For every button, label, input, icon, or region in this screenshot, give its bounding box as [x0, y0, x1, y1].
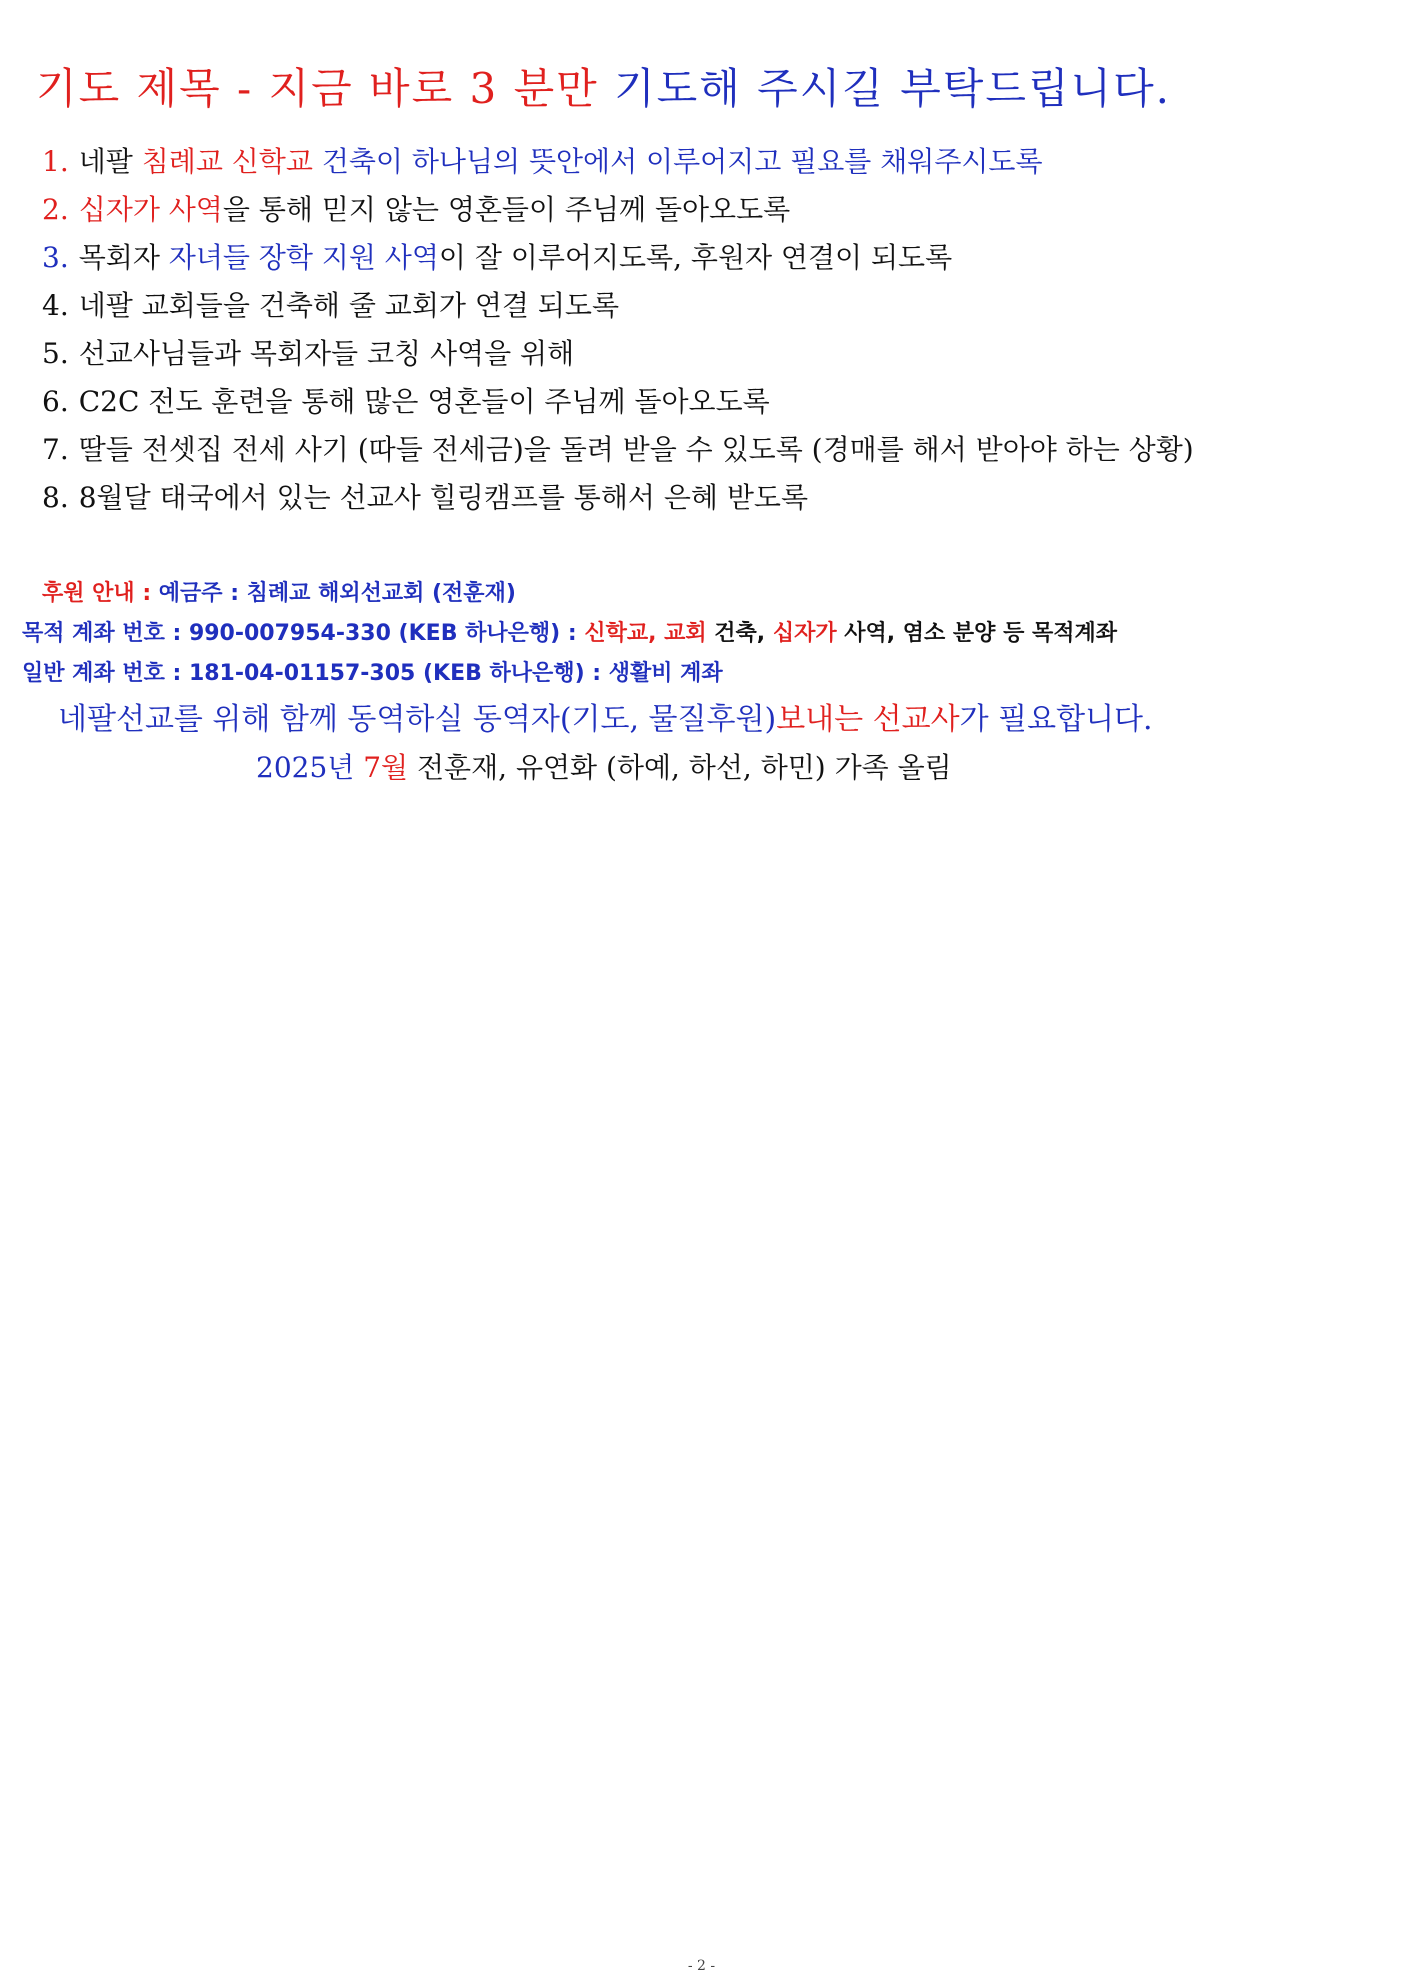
prayer-item-highlight: 침례교 신학교 [141, 145, 322, 178]
prayer-item [42, 330, 1382, 378]
prayer-item-number: 5. [42, 337, 69, 370]
purpose-item: 신학교 [584, 621, 649, 646]
prayer-item-text: 네팔 [78, 145, 142, 178]
prayer-item-highlight: 자녀들 장학 지원 사역 [168, 241, 439, 274]
appeal-text: 네팔선교를 위해 함께 동역하실 동역자(기도, 물질후원) [58, 702, 777, 737]
donation-label: 후원 안내 : [42, 581, 159, 606]
prayer-item-text: 목회자 [78, 241, 169, 274]
signature-month: 7월 [363, 751, 409, 784]
title-part-blue: 기도해 주시길 부탁드립니다. [614, 64, 1172, 113]
prayer-item-text: 딸들 전셋집 전세 사기 (따들 전세금)을 돌려 받을 수 있도록 (경매를 해서 받아야 하는 상황) [78, 433, 1194, 466]
purpose-item: 십자가 [772, 621, 837, 646]
prayer-item-text: 이 잘 이루어지도록, 후원자 연결이 되도록 [438, 241, 953, 274]
prayer-item-number: 4. [42, 289, 69, 322]
appeal-highlight: 보내는 선교사 [776, 702, 960, 737]
general-account-label: 일반 계좌 번호 : 181-04-01157-305 (KEB 하나은행) : 생활비 계좌 [22, 661, 723, 686]
account-holder: 예금주 : 침례교 해외선교회 (전훈재) [158, 581, 516, 606]
purpose-item: 교회 [664, 621, 707, 646]
prayer-item-number: 3. [42, 241, 69, 274]
donation-info [22, 574, 1382, 694]
purpose-separator: , [648, 621, 665, 646]
prayer-item-number: 1. [42, 145, 69, 178]
donation-title [22, 574, 1382, 614]
prayer-item [42, 138, 1382, 186]
purpose-text: 건축, [706, 621, 773, 646]
appeal-text: 가 필요합니다. [959, 702, 1153, 737]
prayer-item [42, 186, 1382, 234]
prayer-item-text: 을 통해 믿지 않는 영혼들이 주님께 돌아오도록 [222, 193, 791, 226]
prayer-item-number: 6. [42, 385, 69, 418]
signature-date: 2025년 [256, 751, 364, 784]
signature-names: 전훈재, 유연화 (하예, 하선, 하민) 가족 올림 [408, 751, 952, 784]
prayer-item [42, 378, 1382, 426]
purpose-account-label: 목적 계좌 번호 : 990-007954-330 (KEB 하나은행) : [22, 621, 585, 646]
signature [256, 744, 952, 792]
prayer-item-text: 네팔 교회들을 건축해 줄 교회가 연결 되도록 [78, 289, 619, 322]
page-title [36, 64, 1171, 114]
title-part-red: 기도 제목 - 지금 바로 3 분만 [36, 64, 615, 113]
general-account [22, 654, 1382, 694]
prayer-item [42, 282, 1382, 330]
prayer-item [42, 234, 1382, 282]
partner-appeal [58, 696, 1153, 744]
purpose-account [22, 614, 1382, 654]
prayer-item-number: 7. [42, 433, 69, 466]
prayer-item [42, 426, 1382, 474]
purpose-text: 사역, 염소 분양 등 목적계좌 [836, 621, 1118, 646]
prayer-item-text: 선교사님들과 목회자들 코칭 사역을 위해 [78, 337, 575, 370]
prayer-item-number: 8. [42, 481, 69, 514]
prayer-list [42, 138, 1382, 522]
prayer-item-text: 건축이 하나님의 뜻안에서 이루어지고 필요를 채워주시도록 [321, 145, 1043, 178]
prayer-item [42, 474, 1382, 522]
prayer-item-number: 2. [42, 193, 69, 226]
page-number: - 2 - [687, 1958, 716, 1974]
prayer-item-text: 8월달 태국에서 있는 선교사 힐링캠프를 통해서 은혜 받도록 [78, 481, 808, 514]
prayer-item-highlight: 십자가 사역 [78, 193, 223, 226]
prayer-item-text: C2C 전도 훈련을 통해 많은 영혼들이 주님께 돌아오도록 [78, 385, 770, 418]
